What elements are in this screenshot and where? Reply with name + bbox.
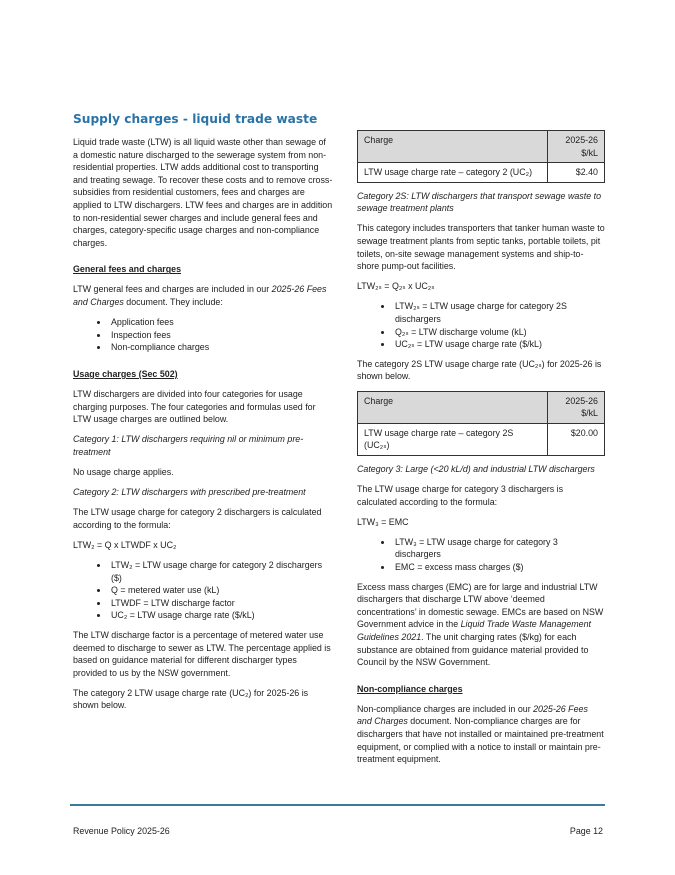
table-cell-value: $20.00: [548, 423, 605, 455]
list-item: • EMC = excess mass charges ($): [393, 561, 605, 574]
general-fees-heading: General fees and charges: [73, 264, 182, 275]
category-1-title: Category 1: LTW dischargers requiring nil or minimum pre-treatment: [73, 434, 304, 457]
table-cell-label: LTW usage charge rate – category 2 (UC₂): [358, 163, 548, 183]
table-cell-value: $2.40: [548, 163, 605, 183]
general-fees-paragraph: LTW general fees and charges are included in our 2025-26 Fees and Charges document. They include:: [73, 284, 327, 308]
table-row: [358, 423, 605, 455]
non-compliance-heading: Non-compliance charges: [357, 683, 463, 694]
category-3-formula: LTW₃ = EMC: [357, 516, 409, 527]
usage-paragraph: LTW dischargers are divided into four categories for usage charging purposes. The four categories and formulas used for LTW usage charges are outlined below.: [73, 389, 316, 425]
table-cell-label: LTW usage charge rate – category 2S (UC₂ₛ): [358, 423, 548, 455]
category-2-rate-paragraph: The category 2 LTW usage charge rate (UC₂) for 2025-26 is shown below.: [73, 687, 309, 711]
category-3-text: The LTW usage charge for category 3 dischargers is calculated according to the formula:: [357, 483, 564, 507]
list-item: • UC₂ = LTW usage charge rate ($/kL): [109, 609, 333, 622]
table-header-rate: 2025-26 $/kL: [548, 391, 605, 423]
category-2s-title: Category 2S: LTW dischargers that transport sewage waste to sewage treatment plants: [357, 190, 602, 214]
list-item: • Q = metered water use (kL): [109, 584, 333, 597]
usage-charges-heading: Usage charges (Sec 502): [73, 368, 178, 379]
category-3-title: Category 3: Large (<20 kL/d) and industrial LTW dischargers: [357, 463, 595, 474]
table-row: [358, 163, 605, 183]
category-2-formula: LTW₂ = Q x LTWDF x UC₂: [73, 539, 177, 550]
list-item: • Application fees: [109, 316, 333, 329]
footer-title: Revenue Policy 2025-26: [73, 826, 170, 836]
category-2-list: [73, 559, 333, 622]
category-3-list: [357, 536, 605, 574]
footer-divider: [70, 804, 605, 806]
category-2s-rate-table: [357, 391, 605, 456]
category-2-text: The LTW usage charge for category 2 dischargers is calculated according to the formula:: [73, 507, 322, 530]
intro-paragraph: Liquid trade waste (LTW) is all liquid waste other than sewage of a domestic nature discharged to the sewerage system from non-residential properties. LTW adds additional cost to transporting and treating sewage. To recover these costs and to remove cross-subsidies from residential customers, fees and charges are applied to LTW dischargers. LTW fees and charges are in addition to non-residential sewer charges and include general fees and charges, category-specific usage charges and non-compliance charges.: [73, 137, 333, 248]
right-column: [357, 130, 605, 773]
list-item: • LTW₃ = LTW usage charge for category 3 dischargers: [393, 536, 605, 561]
category-2s-text: This category includes transporters that tanker human waste to sewage treatment plants from septic tanks, portable toilets, pit toilets, on-site sewage management systems and ship-to-shore pump-out facilities.: [357, 223, 605, 272]
list-item: • LTW₂ = LTW usage charge for category 2 dischargers ($): [109, 559, 333, 584]
emc-paragraph: Excess mass charges (EMC) are for large and industrial LTW dischargers that discharge LTW above ‘deemed concentrations’ in domestic sewage. EMCs are based on NSW Government advice in the Liquid Trade Waste Management Guidelines 2021. The unit charging rates ($/kg) for each substance are obtained from guidance material provided to Council by the NSW Government.: [357, 581, 604, 668]
category-2s-formula: LTW₂ₛ = Q₂ₛ x UC₂ₛ: [357, 281, 435, 292]
list-item: • LTW₂ₛ = LTW usage charge for category 2S dischargers: [393, 300, 605, 325]
list-item: • Non-compliance charges: [109, 341, 333, 354]
discharge-factor-paragraph: The LTW discharge factor is a percentage of metered water use deemed to discharge to sewer as LTW. The percentage applied is based on guidance material for different discharger types provided to us by the NSW government.: [73, 629, 331, 678]
category-2-rate-table: [357, 130, 605, 183]
category-2s-list: [357, 300, 605, 350]
table-header-charge: Charge: [358, 391, 548, 423]
table-header-rate: 2025-26 $/kL: [548, 131, 605, 163]
list-item: • LTWDF = LTW discharge factor: [109, 597, 333, 610]
category-2s-rate-paragraph: The category 2S LTW usage charge rate (UC₂ₛ) for 2025-26 is shown below.: [357, 358, 602, 382]
list-item: • Inspection fees: [109, 329, 333, 342]
list-item: • Q₂ₛ = LTW discharge volume (kL): [393, 326, 605, 339]
general-fees-list: [73, 316, 333, 354]
section-heading: Supply charges - liquid trade waste: [73, 112, 318, 126]
table-header-charge: Charge: [358, 131, 548, 163]
category-2-title: Category 2: LTW dischargers with prescribed pre-treatment: [73, 487, 306, 498]
page-number: Page 12: [569, 826, 603, 836]
category-1-text: No usage charge applies.: [73, 466, 174, 477]
list-item: • UC₂ₛ = LTW usage charge rate ($/kL): [393, 338, 605, 351]
left-column: [73, 112, 333, 719]
non-compliance-paragraph: Non-compliance charges are included in our 2025-26 Fees and Charges document. Non-compliance charges are for dischargers that have not installed or maintained pre-treatment equipment, or complied with a notice to install or maintain pre-treatment equipment.: [357, 703, 604, 765]
